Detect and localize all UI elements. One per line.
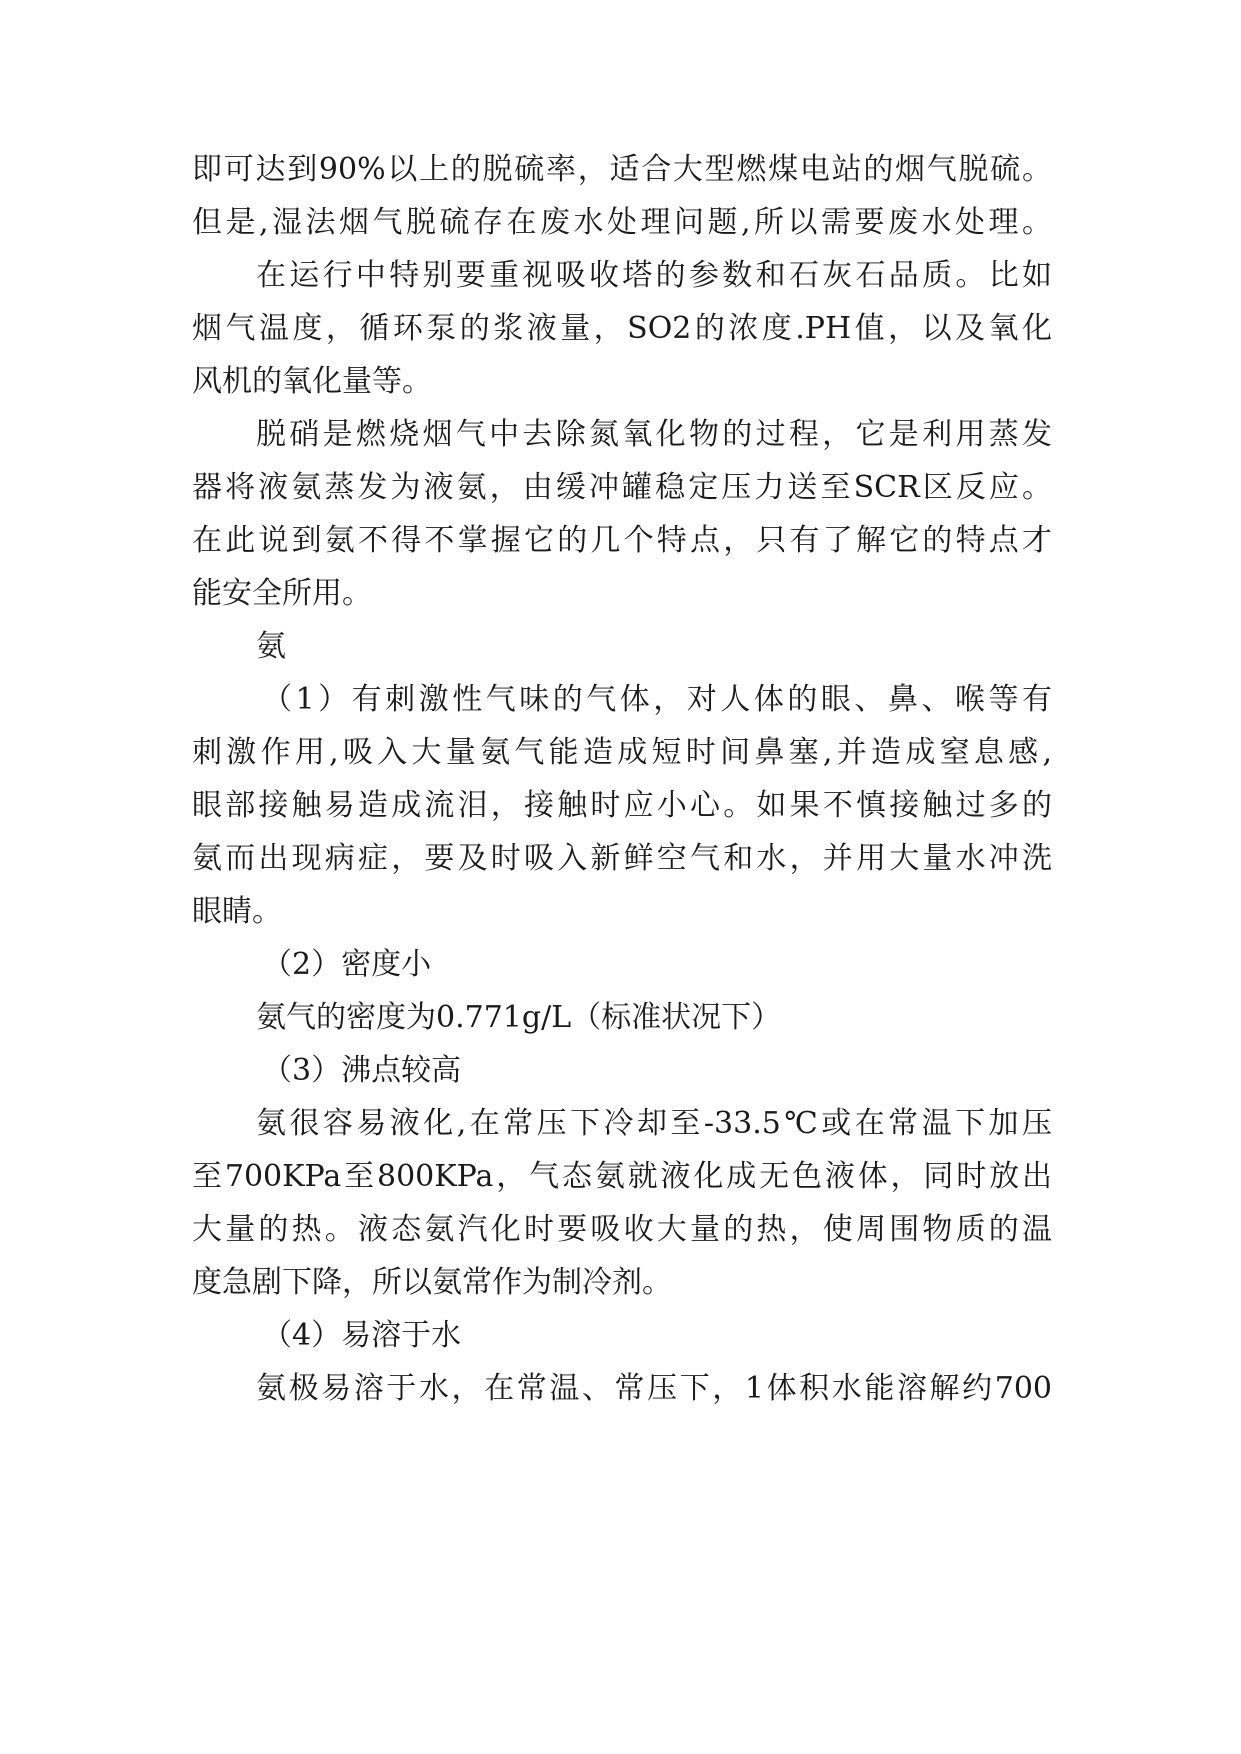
text-line: 刺激作用,吸入大量氨气能造成短时间鼻塞,并造成窒息感,	[192, 735, 1052, 770]
text-line: 风机的氧化量等。	[192, 364, 432, 399]
paragraph-start-line: 在运行中特别要重视吸收塔的参数和石灰石品质。比如	[256, 258, 1052, 293]
list-item-heading: （1）有刺激性气味的气体，对人体的眼、鼻、喉等有	[262, 682, 1052, 717]
text-line: 氨而出现病症，要及时吸入新鲜空气和水，并用大量水冲洗	[192, 841, 1052, 876]
text-line: 在此说到氨不得不掌握它的几个特点，只有了解它的特点才	[192, 523, 1052, 558]
text-line: 眼部接触易造成流泪，接触时应小心。如果不慎接触过多的	[192, 788, 1052, 823]
text-line: 能安全所用。	[192, 576, 372, 611]
paragraph-start-line: 脱硝是燃烧烟气中去除氮氧化物的过程，它是利用蒸发	[256, 417, 1052, 452]
text-line: 度急剧下降，所以氨常作为制冷剂。	[192, 1265, 672, 1300]
text-line: 即可达到90%以上的脱硫率，适合大型燃煤电站的烟气脱硫。	[192, 152, 1052, 187]
text-line: 大量的热。液态氨汽化时要吸收大量的热，使周围物质的温	[192, 1212, 1052, 1247]
paragraph-start-line: 氨气的密度为0.771g/L（标准状况下）	[256, 1000, 782, 1035]
text-line: 至700KPa至800KPa，气态氨就液化成无色液体，同时放出	[192, 1159, 1052, 1194]
text-line: 器将液氨蒸发为液氨，由缓冲罐稳定压力送至SCR区反应。	[192, 470, 1052, 505]
list-item-heading: （3）沸点较高	[262, 1053, 462, 1088]
text-line: 眼睛。	[192, 894, 282, 929]
paragraph-start-line: 氨很容易液化,在常压下冷却至-33.5℃或在常温下加压	[256, 1106, 1052, 1141]
paragraph-start-line: 氨极易溶于水，在常温、常压下，1体积水能溶解约700	[256, 1371, 1052, 1406]
text-line: 但是,湿法烟气脱硫存在废水处理问题,所以需要废水处理。	[192, 205, 1052, 240]
section-heading: 氨	[256, 629, 286, 664]
list-item-heading: （4）易溶于水	[262, 1318, 462, 1353]
list-item-heading: （2）密度小	[262, 947, 432, 982]
text-line: 烟气温度，循环泵的浆液量，SO2的浓度.PH值，以及氧化	[192, 311, 1052, 346]
